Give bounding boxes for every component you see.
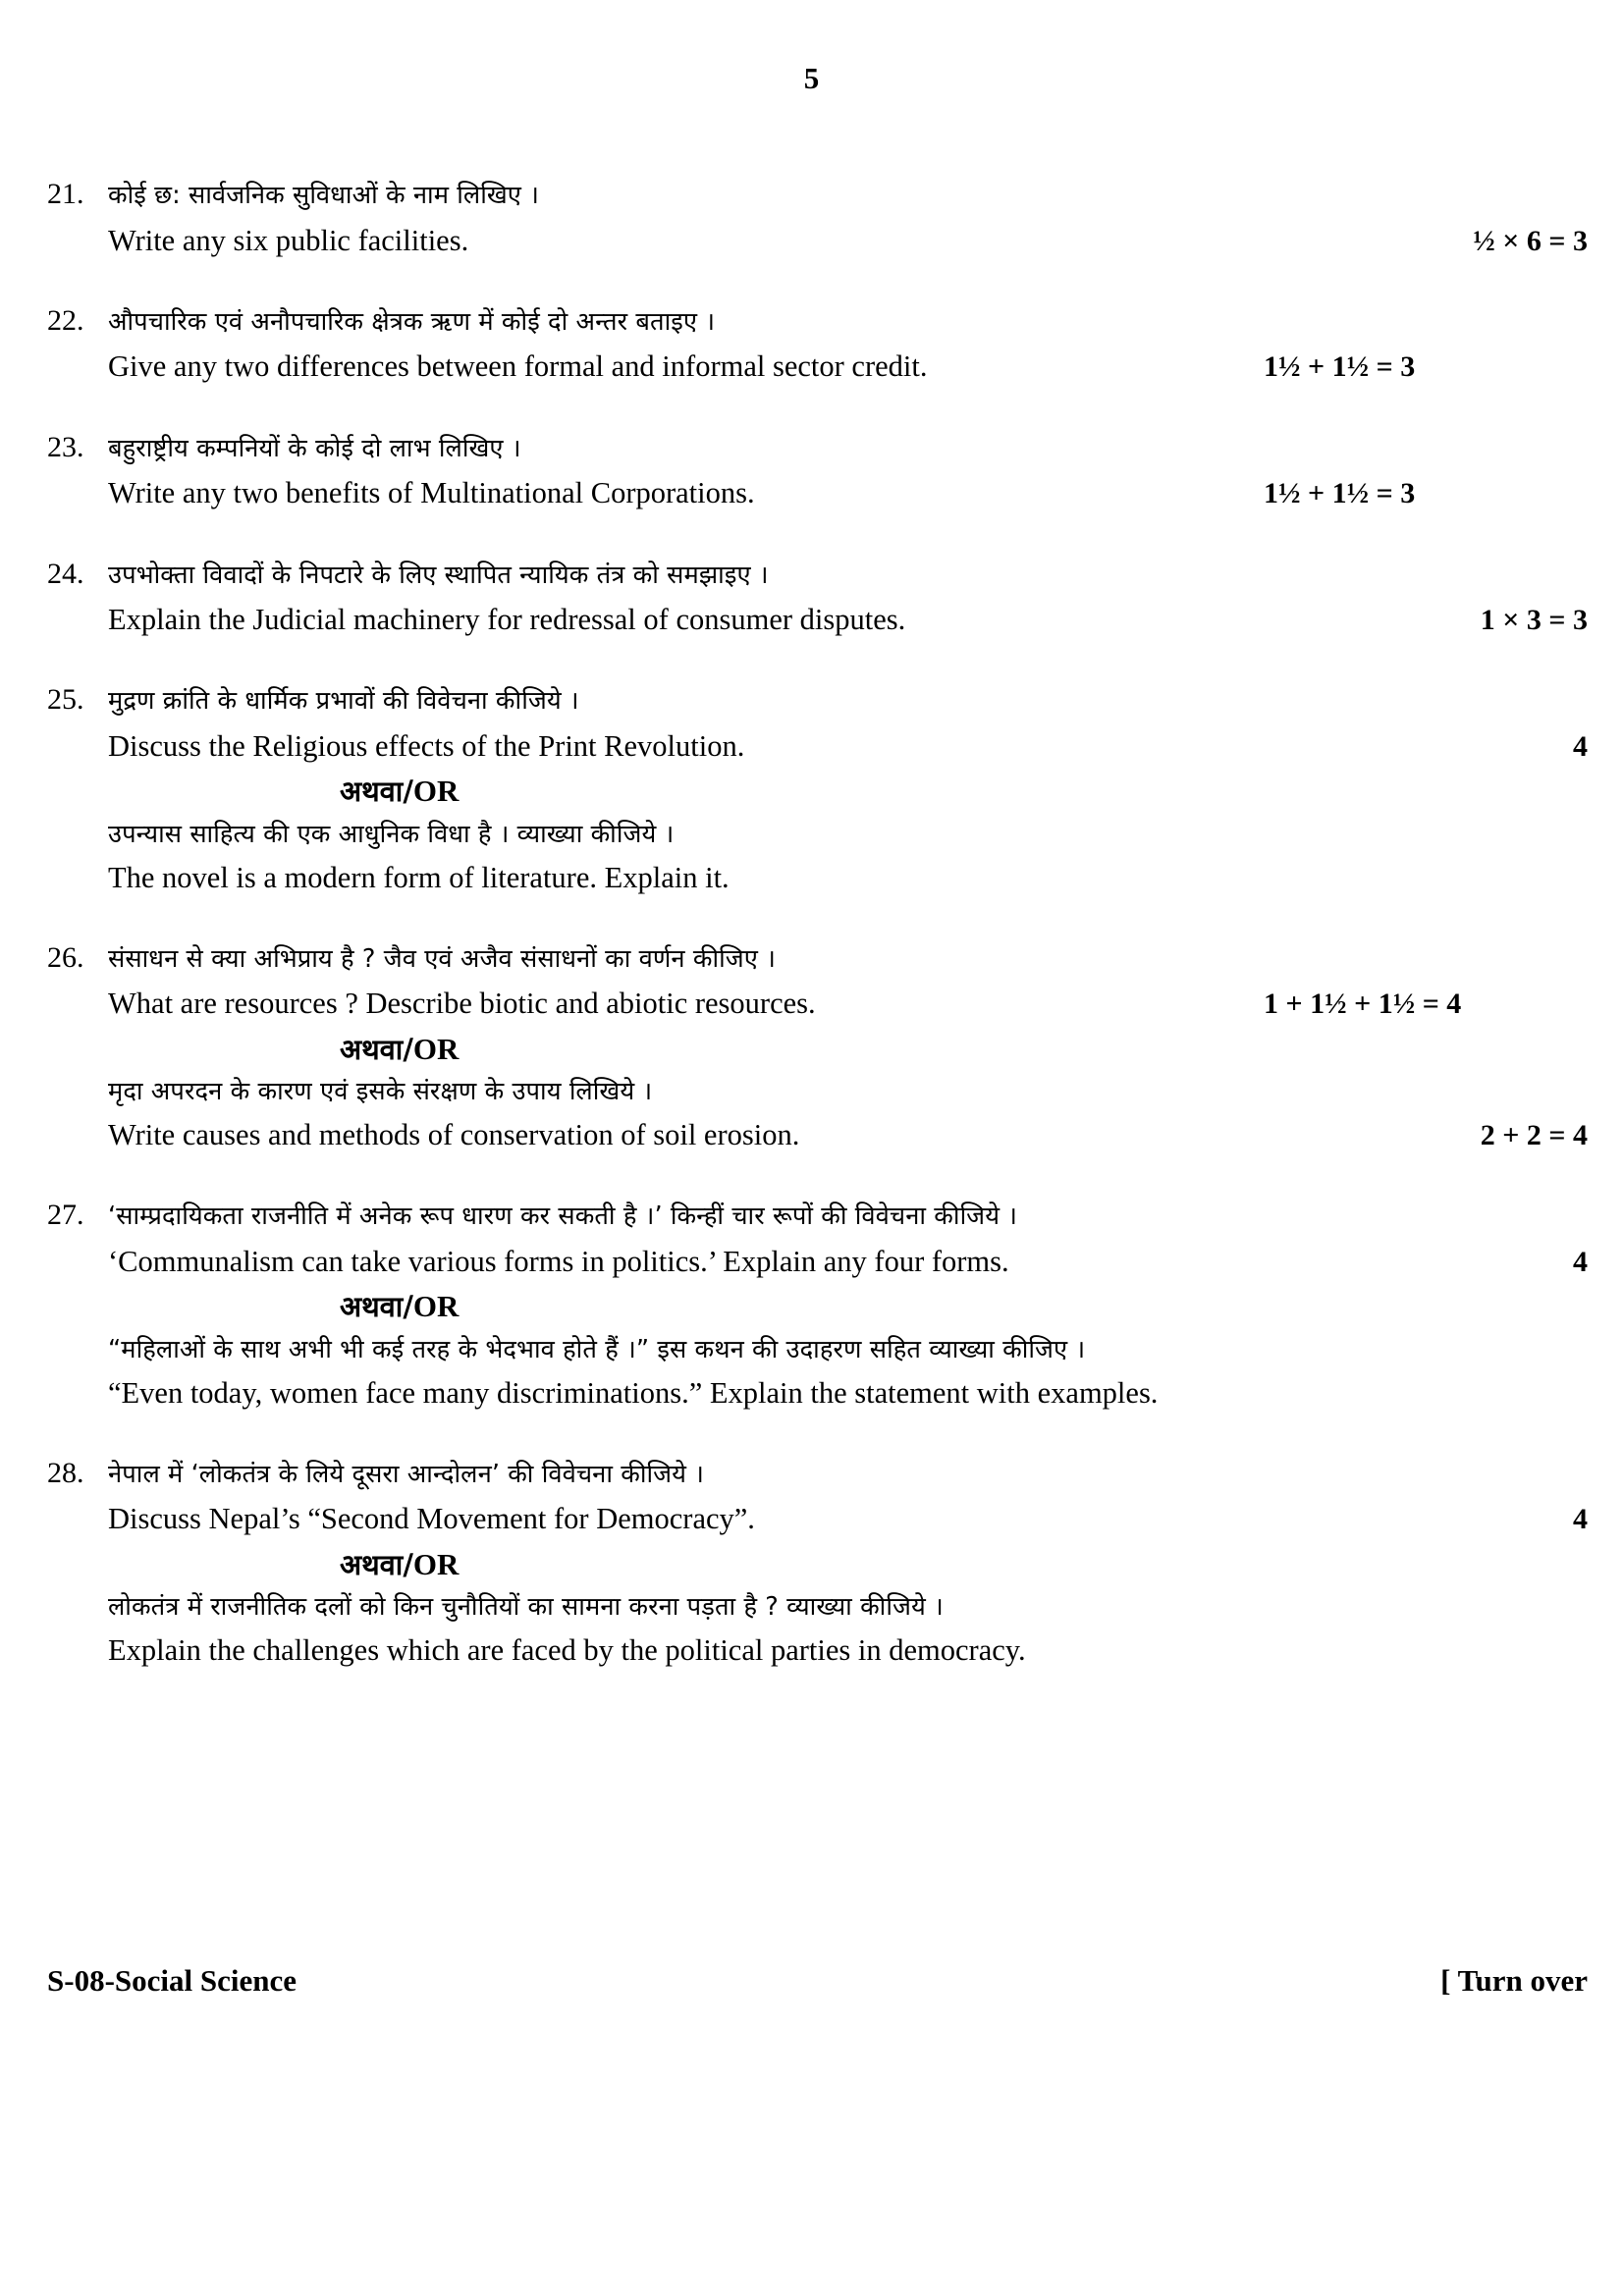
or-label-english: OR bbox=[412, 1031, 460, 1066]
question-text-hindi: कोई छ: सार्वजनिक सुविधाओं के नाम लिखिए । bbox=[108, 181, 539, 210]
alt-question-english-row bbox=[0, 1370, 1623, 1415]
spacer bbox=[0, 900, 1623, 935]
question-number: 28. bbox=[47, 1456, 84, 1489]
or-separator bbox=[0, 1027, 1623, 1073]
question-number: 25. bbox=[47, 683, 84, 717]
question-marks: 4 bbox=[1573, 729, 1588, 763]
alt-question-hindi-row bbox=[0, 1072, 1623, 1112]
question-text-english: Discuss the Religious effects of the Print Revolution. bbox=[108, 728, 745, 763]
spacer bbox=[0, 642, 1623, 677]
question-number: 24. bbox=[47, 557, 84, 590]
question-hindi-row bbox=[0, 172, 1623, 218]
or-separator bbox=[0, 769, 1623, 815]
question-text-english: Explain the Judicial machinery for redressal of consumer disputes. bbox=[108, 603, 906, 637]
alt-question-text-hindi: मृदा अपरदन के कारण एवं इसके संरक्षण के उपाय लिखिये । bbox=[108, 1077, 653, 1107]
alt-question-hindi-row bbox=[0, 1587, 1623, 1628]
question-hindi-row bbox=[0, 552, 1623, 598]
question-english-row bbox=[0, 597, 1623, 642]
question-hindi-row bbox=[0, 1451, 1623, 1497]
question-text-hindi: नेपाल में ‘लोकतंत्र के लिये दूसरा आन्दोलन’ की विवेचना कीजिये । bbox=[108, 1459, 705, 1489]
question-marks: ½ × 6 = 3 bbox=[1473, 224, 1588, 257]
or-label-hindi: अथवा/ bbox=[340, 1290, 413, 1324]
alt-question-text-hindi: “महिलाओं के साथ अभी भी कई तरह के भेदभाव होते हैं ।” इस कथन की उदाहरण सहित व्याख्या कीजिए । bbox=[108, 1334, 1086, 1364]
alt-question-english-row bbox=[0, 1112, 1623, 1157]
spacer bbox=[0, 1157, 1623, 1193]
or-label-english: OR bbox=[412, 1546, 460, 1581]
alt-question-hindi-row bbox=[0, 1330, 1623, 1370]
question-hindi-row bbox=[0, 298, 1623, 345]
or-separator bbox=[0, 1284, 1623, 1330]
question-text-hindi: बहुराष्ट्रीय कम्पनियों के कोई दो लाभ लिखिए । bbox=[108, 433, 521, 463]
question-text-hindi: ‘साम्प्रदायिकता राजनीति में अनेक रूप धारण कर सकती है ।’ किन्हीं चार रूपों की विवेचना कीजिये । bbox=[108, 1201, 1018, 1232]
question-marks: 1½ + 1½ = 3 bbox=[1264, 350, 1416, 384]
alt-question-text-english: Write causes and methods of conservation of soil erosion. bbox=[108, 1118, 800, 1152]
question-text-hindi: मुद्रण क्रांति के धार्मिक प्रभावों की विवेचना कीजिये । bbox=[108, 686, 579, 717]
or-label-english: OR bbox=[412, 1289, 460, 1324]
or-label-hindi: अथवा/ bbox=[340, 1547, 413, 1581]
question-block-26 bbox=[0, 935, 1623, 1158]
question-text-english: Write any two benefits of Multinational Corporations. bbox=[108, 476, 755, 510]
spacer bbox=[0, 1415, 1623, 1451]
or-separator bbox=[0, 1542, 1623, 1588]
alt-question-text-english: “Even today, women face many discriminations.” Explain the statement with examples. bbox=[108, 1375, 1159, 1410]
spacer bbox=[0, 516, 1623, 552]
page-number: 5 bbox=[803, 61, 820, 95]
question-english-row bbox=[0, 981, 1623, 1026]
alt-question-english-row bbox=[0, 1628, 1623, 1673]
question-text-english: What are resources ? Describe biotic and abiotic resources. bbox=[108, 987, 816, 1021]
alt-question-text-hindi: उपन्यास साहित्य की एक आधुनिक विधा है । व्याख्या कीजिये । bbox=[108, 819, 675, 849]
or-label bbox=[340, 769, 459, 815]
question-block-28 bbox=[0, 1451, 1623, 1674]
question-number: 21. bbox=[47, 178, 84, 210]
paper-code-label: S-08-Social Science bbox=[47, 1963, 297, 1998]
question-english-row bbox=[0, 344, 1623, 389]
question-text-english: Give any two differences between formal and informal sector credit. bbox=[108, 349, 928, 384]
or-label bbox=[340, 1284, 459, 1330]
question-text-english: Write any six public facilities. bbox=[108, 223, 469, 257]
question-block-24 bbox=[0, 552, 1623, 643]
alt-question-hindi-row bbox=[0, 815, 1623, 855]
question-english-row bbox=[0, 470, 1623, 515]
question-marks: 4 bbox=[1573, 1245, 1588, 1278]
or-label bbox=[340, 1027, 459, 1073]
question-block-22 bbox=[0, 298, 1623, 390]
question-block-23 bbox=[0, 425, 1623, 516]
turn-over-label: [ Turn over bbox=[1440, 1963, 1588, 1998]
question-block-21 bbox=[0, 172, 1623, 263]
alt-question-text-english: Explain the challenges which are faced by the political parties in democracy. bbox=[108, 1633, 1026, 1668]
question-number: 27. bbox=[47, 1199, 84, 1232]
question-number: 22. bbox=[47, 303, 84, 337]
question-hindi-row bbox=[0, 935, 1623, 982]
question-text-english: Discuss Nepal’s “Second Movement for Democracy”. bbox=[108, 1502, 755, 1536]
question-hindi-row bbox=[0, 425, 1623, 471]
question-block-27 bbox=[0, 1193, 1623, 1415]
alt-question-english-row bbox=[0, 855, 1623, 900]
question-text-english: ‘Communalism can take various forms in politics.’ Explain any four forms. bbox=[108, 1244, 1009, 1278]
question-english-row bbox=[0, 1496, 1623, 1541]
alt-question-text-english: The novel is a modern form of literature. Explain it. bbox=[108, 860, 730, 894]
spacer bbox=[0, 263, 1623, 298]
spacer bbox=[0, 390, 1623, 425]
question-number: 26. bbox=[47, 940, 84, 974]
or-label-english: OR bbox=[412, 774, 460, 809]
question-hindi-row bbox=[0, 1193, 1623, 1239]
or-label bbox=[340, 1542, 459, 1588]
question-block-25 bbox=[0, 677, 1623, 900]
alt-question-marks: 2 + 2 = 4 bbox=[1480, 1119, 1588, 1152]
page-footer bbox=[0, 1963, 1623, 1999]
question-marks: 4 bbox=[1573, 1503, 1588, 1536]
question-number: 23. bbox=[47, 430, 84, 463]
question-text-hindi: संसाधन से क्या अभिप्राय है ? जैव एवं अजैव संसाधनों का वर्णन कीजिए । bbox=[108, 943, 776, 974]
question-english-row bbox=[0, 723, 1623, 769]
question-marks: 1 × 3 = 3 bbox=[1480, 604, 1588, 637]
alt-question-text-hindi: लोकतंत्र में राजनीतिक दलों को किन चुनौतियों का सामना करना पड़ता है ? व्याख्या कीजिये । bbox=[108, 1592, 944, 1623]
question-marks: 1½ + 1½ = 3 bbox=[1264, 477, 1416, 510]
question-hindi-row bbox=[0, 677, 1623, 723]
question-text-hindi: उपभोक्ता विवादों के निपटारे के लिए स्थापित न्यायिक तंत्र को समझाइए । bbox=[108, 560, 769, 590]
questions-container bbox=[0, 172, 1623, 1674]
question-text-hindi: औपचारिक एवं अनौपचारिक क्षेत्रक ऋण में कोई दो अन्तर बताइए । bbox=[108, 306, 716, 337]
question-english-row bbox=[0, 1239, 1623, 1284]
or-label-hindi: अथवा/ bbox=[340, 1032, 413, 1066]
question-marks: 1 + 1½ + 1½ = 4 bbox=[1264, 988, 1462, 1021]
or-label-hindi: अथवा/ bbox=[340, 774, 413, 809]
question-english-row bbox=[0, 218, 1623, 263]
